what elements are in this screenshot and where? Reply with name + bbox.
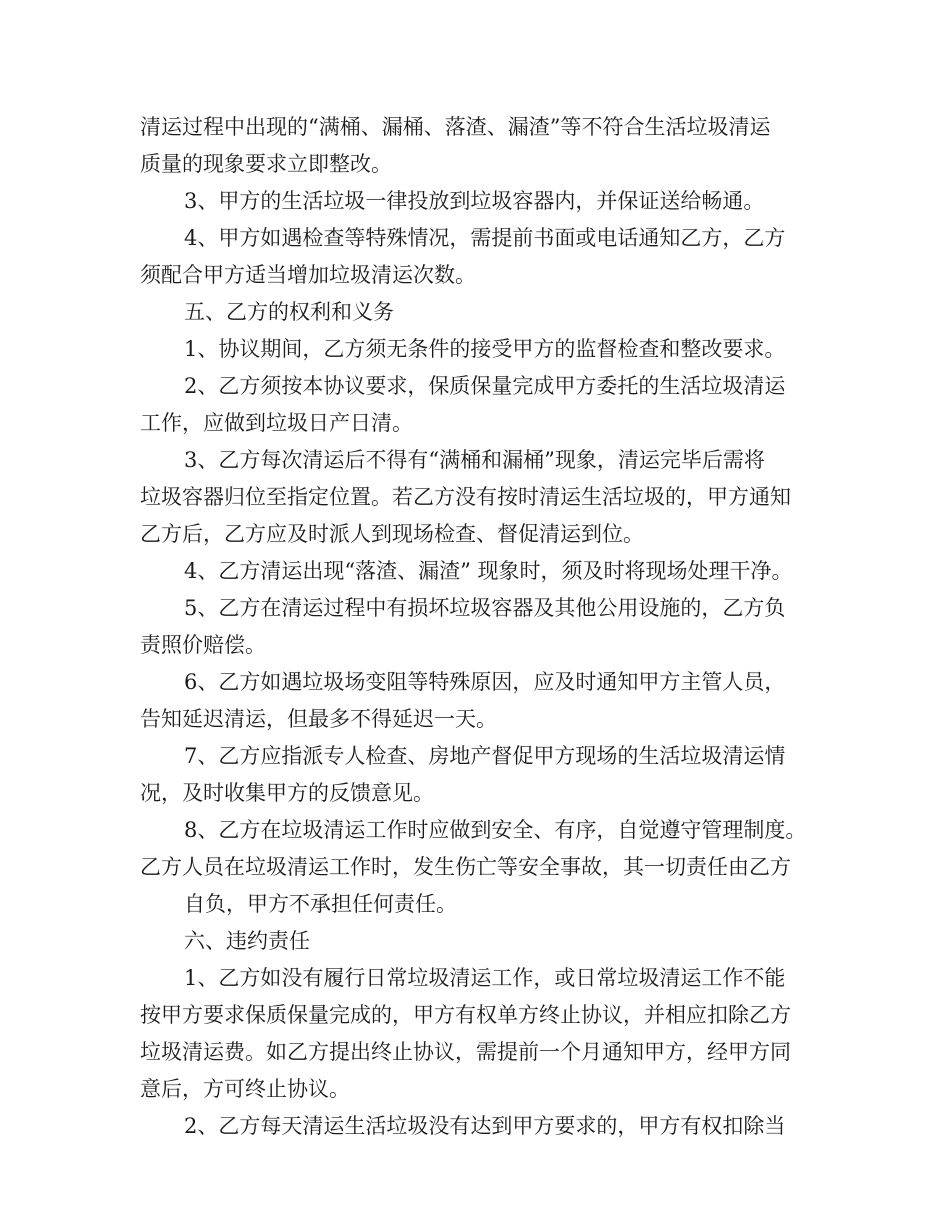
text-line: 垃圾清运费。如乙方提出终止协议，需提前一个月通知甲方，经甲方同 [140,1040,791,1064]
text-line: 4、乙方清运出现“落渣、漏渣” 现象时，须及时将现场处理干净。 [184,559,793,583]
text-line: 2、乙方每天清运生活垃圾没有达到甲方要求的，甲方有权扣除当 [184,1114,786,1138]
text-line: 1、协议期间，乙方须无条件的接受甲方的监督检查和整改要求。 [184,337,786,361]
text-line: 6、乙方如遇垃圾场变阻等特殊原因，应及时通知甲方主管人员， [184,670,786,694]
text-line: 5、乙方在清运过程中有损坏垃圾容器及其他公用设施的，乙方负 [184,596,786,620]
text-line: 2、乙方须按本协议要求，保质保量完成甲方委托的生活垃圾清运 [184,374,786,398]
text-line: 7、乙方应指派专人检查、房地产督促甲方现场的生活垃圾清运情 [184,744,786,768]
text-line: 质量的现象要求立即整改。 [140,152,392,176]
text-line: 垃圾容器归位至指定位置。若乙方没有按时清运生活垃圾的，甲方通知 [140,485,791,509]
section-heading: 五、乙方的权利和义务 [184,300,394,324]
text-line: 须配合甲方适当增加垃圾清运次数。 [140,263,476,287]
text-line: 乙方人员在垃圾清运工作时，发生伤亡等安全事故，其一切责任由乙方 [140,855,791,879]
text-line: 3、甲方的生活垃圾一律投放到垃圾容器内，并保证送给畅通。 [184,189,765,213]
text-line: 乙方后，乙方应及时派人到现场检查、督促清运到位。 [140,522,644,546]
text-line: 1、乙方如没有履行日常垃圾清运工作，或日常垃圾清运工作不能 [184,966,786,990]
text-line: 责照价赔偿。 [140,633,266,657]
text-line: 意后，方可终止协议。 [140,1077,350,1101]
text-line: 4、甲方如遇检查等特殊情况，需提前书面或电话通知乙方，乙方 [184,226,786,250]
text-line: 清运过程中出现的“满桶、漏桶、落渣、漏渣”等不符合生活垃圾清运 [140,115,771,139]
text-line: 工作，应做到垃圾日产日清。 [140,411,413,435]
text-line: 8、乙方在垃圾清运工作时应做到安全、有序，自觉遵守管理制度。 [184,818,807,842]
text-line: 告知延迟清运，但最多不得延迟一天。 [140,707,497,731]
text-line: 自负，甲方不承担任何责任。 [184,892,457,916]
section-heading: 六、违约责任 [184,929,310,953]
text-line: 况，及时收集甲方的反馈意见。 [140,781,434,805]
text-line: 按甲方要求保质保量完成的，甲方有权单方终止协议，并相应扣除乙方 [140,1003,791,1027]
text-line: 3、乙方每次清运后不得有“满桶和漏桶”现象，清运完毕后需将 [184,448,765,472]
